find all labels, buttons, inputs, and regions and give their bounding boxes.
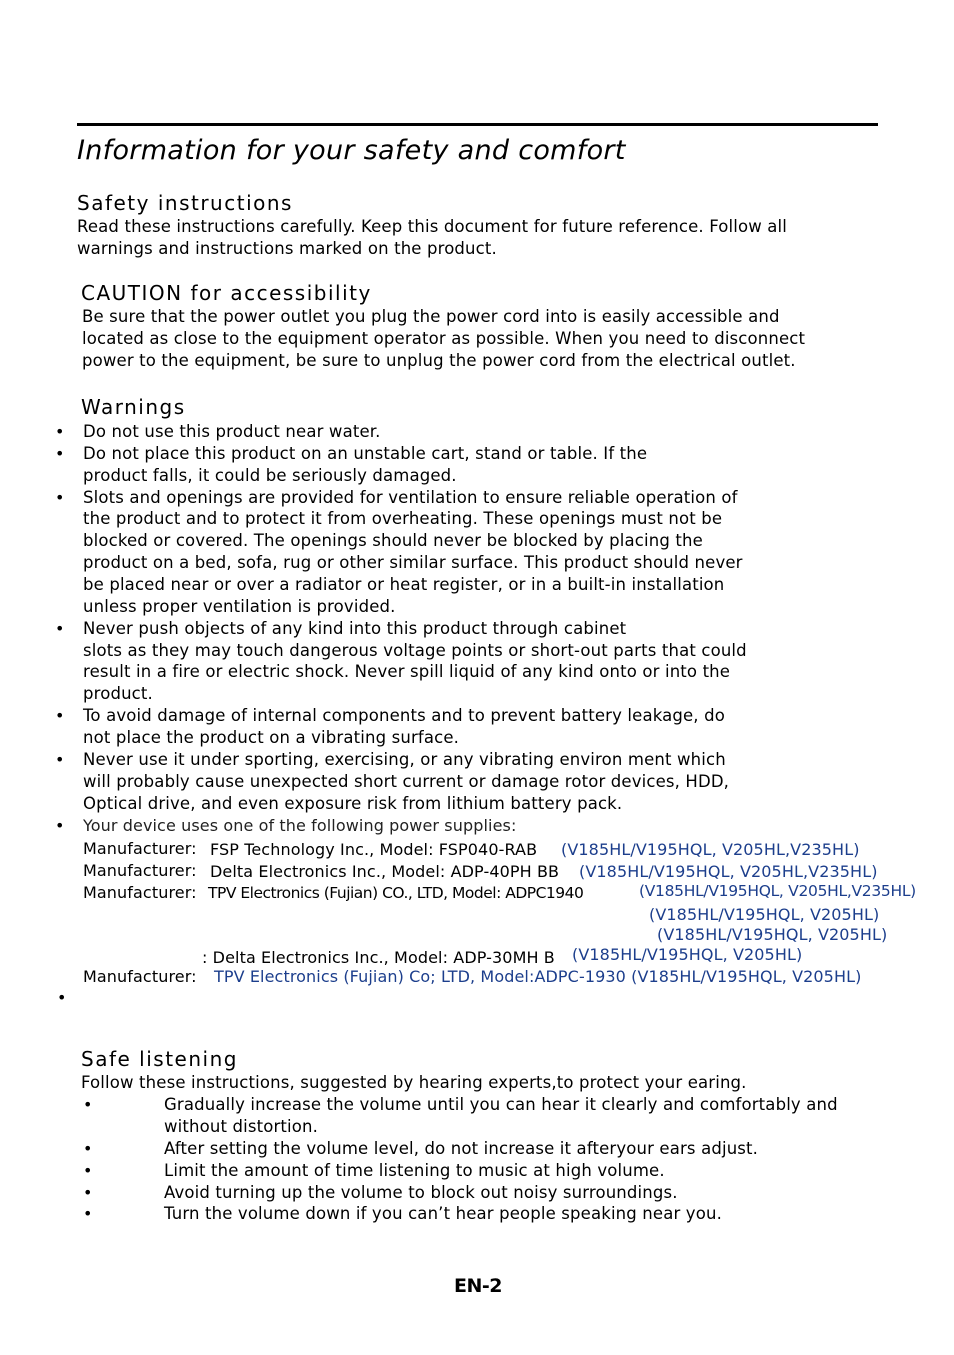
page-title: Information for your safety and comfort bbox=[77, 135, 626, 166]
bullet: • bbox=[55, 444, 65, 463]
safety-heading: Safety instructions bbox=[77, 191, 293, 215]
listening-line: Limit the amount of time listening to music at high volume. bbox=[164, 1161, 665, 1180]
manufacturer-text: Delta Electronics Inc., Model: ADP-40PH BB bbox=[210, 862, 560, 881]
bullet: • bbox=[83, 1204, 93, 1223]
bullet: • bbox=[55, 706, 65, 725]
bullet: • bbox=[57, 988, 67, 1007]
bullet: • bbox=[55, 750, 65, 769]
bullet: • bbox=[83, 1161, 93, 1180]
listening-heading: Safe listening bbox=[81, 1047, 238, 1071]
listening-line: Avoid turning up the volume to block out noisy surroundings. bbox=[164, 1183, 678, 1202]
manufacturer-text: TPV Electronics (Fujian) Co; LTD, Model:ADPC-1930 (V185HL/V195HQL, V205HL) bbox=[214, 967, 862, 986]
model-compat: (V185HL/V195HQL, V205HL) bbox=[657, 925, 888, 944]
caution-text-line: Be sure that the power outlet you plug the power cord into is easily accessible and bbox=[82, 307, 780, 326]
warning-line: Never push objects of any kind into this product through cabinet bbox=[83, 619, 627, 638]
manufacturer-label: Manufacturer: bbox=[83, 861, 197, 880]
manufacturer-text: FSP Technology Inc., Model: FSP040-RAB bbox=[210, 840, 538, 859]
caution-heading: CAUTION for accessibility bbox=[81, 281, 372, 305]
warning-line: Never use it under sporting, exercising, or any vibrating environ ment which bbox=[83, 750, 726, 769]
warning-line: will probably cause unexpected short current or damage rotor devices, HDD, bbox=[83, 772, 730, 791]
manufacturer-label: Manufacturer: bbox=[83, 883, 197, 902]
bullet: • bbox=[83, 1139, 93, 1158]
warning-line: blocked or covered. The openings should never be blocked by placing the bbox=[83, 531, 703, 550]
warning-line: Slots and openings are provided for ventilation to ensure reliable operation of bbox=[83, 488, 738, 507]
warning-line: product falls, it could be seriously damaged. bbox=[83, 466, 457, 485]
safety-text-line: warnings and instructions marked on the product. bbox=[77, 239, 497, 258]
warning-line: Do not place this product on an unstable cart, stand or table. If the bbox=[83, 444, 648, 463]
caution-text-line: power to the equipment, be sure to unplug the power cord from the electrical outlet. bbox=[82, 351, 796, 370]
listening-intro: Follow these instructions, suggested by hearing experts,to protect your earing. bbox=[81, 1073, 747, 1092]
listening-line: Gradually increase the volume until you can hear it clearly and comfortably and bbox=[164, 1095, 838, 1114]
safety-text-line: Read these instructions carefully. Keep this document for future reference. Follow all bbox=[77, 217, 788, 236]
warning-line: not place the product on a vibrating surface. bbox=[83, 728, 460, 747]
page-number: EN-2 bbox=[454, 1275, 502, 1297]
listening-line: After setting the volume level, do not increase it afteryour ears adjust. bbox=[164, 1139, 759, 1158]
warning-line: unless proper ventilation is provided. bbox=[83, 597, 396, 616]
listening-line: without distortion. bbox=[164, 1117, 318, 1136]
model-compat: (V185HL/V195HQL, V205HL) bbox=[572, 945, 803, 964]
warning-line: To avoid damage of internal components and to prevent battery leakage, do bbox=[83, 706, 725, 725]
warning-line: product. bbox=[83, 684, 153, 703]
manufacturer-label: Manufacturer: bbox=[83, 967, 197, 986]
bullet: • bbox=[83, 1095, 93, 1114]
warnings-heading: Warnings bbox=[81, 395, 186, 419]
model-compat: (V185HL/V195HQL, V205HL,V235HL) bbox=[579, 862, 878, 881]
warning-line: the product and to protect it from overheating. These openings must not be bbox=[83, 509, 723, 528]
warning-line: be placed near or over a radiator or heat register, or in a built-in installation bbox=[83, 575, 725, 594]
model-compat: (V185HL/V195HQL, V205HL,V235HL) bbox=[639, 882, 916, 900]
warning-line: Optical drive, and even exposure risk from lithium battery pack. bbox=[83, 794, 623, 813]
model-compat: (V185HL/V195HQL, V205HL) bbox=[649, 905, 880, 924]
warning-line: result in a fire or electric shock. Never spill liquid of any kind onto or into the bbox=[83, 662, 731, 681]
title-rule bbox=[77, 123, 878, 126]
caution-text-line: located as close to the equipment operator as possible. When you need to disconnect bbox=[82, 329, 806, 348]
manufacturer-text: : Delta Electronics Inc., Model: ADP-30MH B bbox=[202, 948, 555, 967]
warning-line: slots as they may touch dangerous voltage points or short-out parts that could bbox=[83, 641, 747, 660]
bullet: • bbox=[55, 816, 65, 835]
listening-line: Turn the volume down if you can’t hear people speaking near you. bbox=[164, 1204, 722, 1223]
warning-line: Do not use this product near water. bbox=[83, 422, 381, 441]
model-compat: (V185HL/V195HQL, V205HL,V235HL) bbox=[561, 840, 860, 859]
bullet: • bbox=[55, 422, 65, 441]
manufacturer-label: Manufacturer: bbox=[83, 839, 197, 858]
bullet: • bbox=[83, 1183, 93, 1202]
bullet: • bbox=[55, 619, 65, 638]
manufacturer-text: TPV Electronics (Fujian) CO., LTD, Model: ADPC1940 bbox=[208, 884, 584, 902]
power-supply-intro: Your device uses one of the following power supplies: bbox=[83, 816, 517, 835]
warning-line: product on a bed, sofa, rug or other similar surface. This product should never bbox=[83, 553, 743, 572]
bullet: • bbox=[55, 488, 65, 507]
